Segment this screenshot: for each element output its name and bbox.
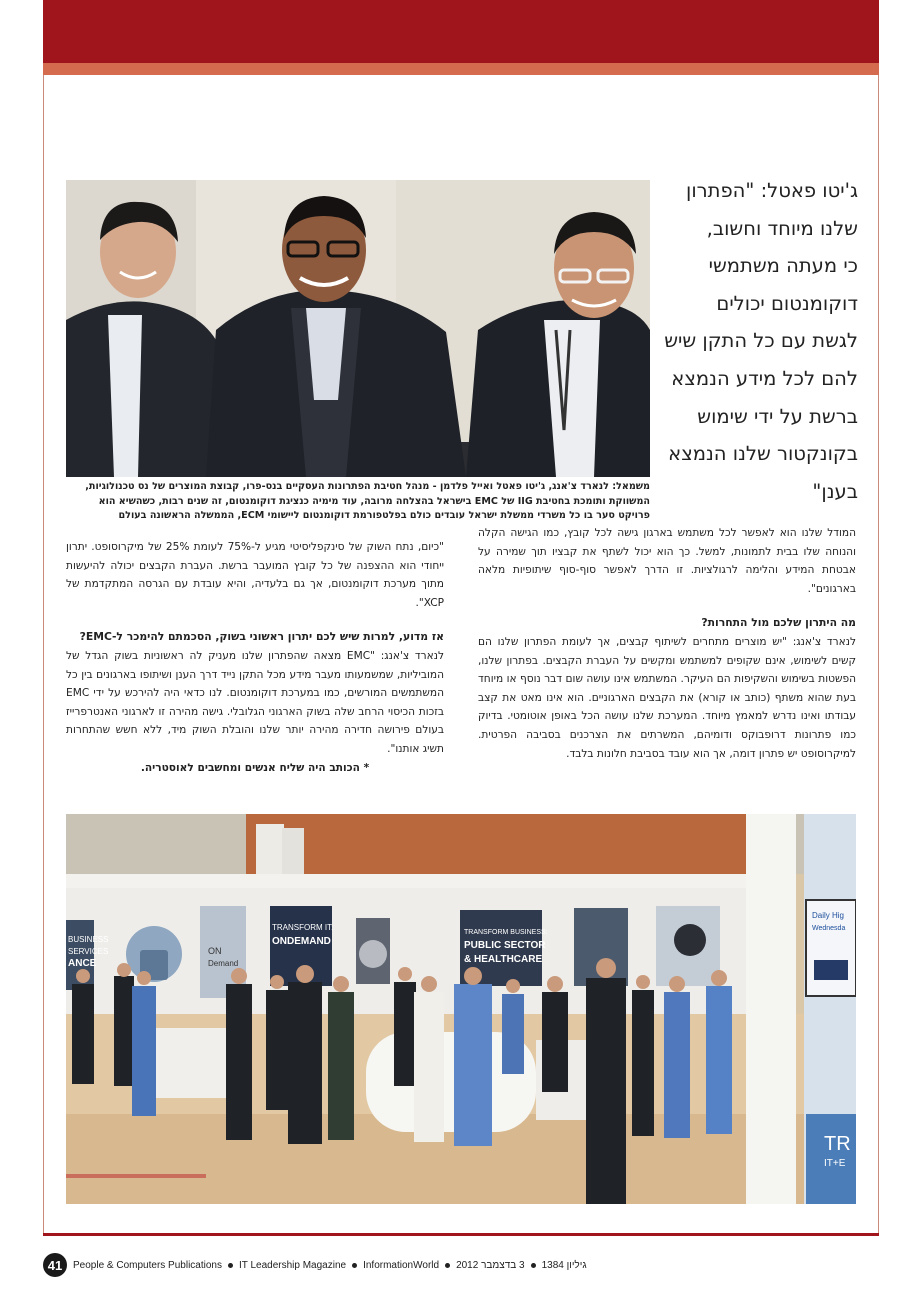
booth-sign-business: BUSINESS [68, 935, 109, 944]
banner-it-e: IT+E [824, 1158, 846, 1169]
pull-quote: ג'יטו פאטל: "הפתרון שלנו מיוחד וחשוב, כי מעתה משתמשי דוקומנטום יכולים לגשת עם כל התקן שיש להם לכל מידע הנמצא ברשת על ידי שימוש בקונקטור שלנו הנמצא בענן" [664, 179, 858, 503]
footer-publisher: People & Computers Publications [73, 1259, 222, 1271]
footer-date: 3 בדצמבר 2012 [456, 1259, 525, 1271]
frame-right-border [878, 75, 879, 1235]
screen-wednesday: Wednesda [812, 925, 846, 932]
header-accent-strip [43, 63, 879, 75]
booth-sign-services: SERVICES [68, 947, 109, 956]
bullet-icon [531, 1263, 536, 1268]
executives-photo [66, 180, 650, 477]
booth-sign-healthcare: & HEALTHCARE [464, 954, 543, 965]
right-column-intro: המודל שלנו הוא לאפשר לכל משתמש בארגון גישה לכל קובץ, כמו הגישה הקלה והנוחה שלו בבית לתמונות, למשל. כך הוא יכול לשתף את קבציו תוך שמירה על אבטחת המידע והלימה לרגולציות. זו הדרך לאפשר סוף-סוף שיתופיות מלאה בארגונים". [478, 527, 856, 595]
booth-sign-transform-business: TRANSFORM BUSINESS: [464, 929, 548, 936]
footer-magazine: IT Leadership Magazine [238, 1259, 347, 1271]
left-column-intro: "כיום, נתח השוק של סינקפליסיטי מגיע ל-75% לעומת 25% של מיקרוסופט. יתרון ייחודי הוא ההצפנה של כל קובץ המועבר ברשת. העברת הקבצים יכולה להיעשות מתוך מערכת דוקומנטום, אך גם בלעדיה, והיא עובדת עם הגרסה המתקדמת של XCP". [66, 541, 444, 609]
bullet-icon [352, 1263, 357, 1268]
booth-sign-ance: ANCE [68, 958, 97, 969]
booth-sign-public-sector: PUBLIC SECTOR [464, 940, 546, 951]
booth-sign-demand: Demand [208, 959, 239, 968]
booth-sign-ondemand: ONDEMAND [272, 936, 331, 947]
screen-daily-highlights: Daily Hig [812, 911, 845, 920]
footer-publication: InformationWorld [363, 1259, 440, 1271]
left-column-heading: אז מדוע, למרות שיש לכם יתרון ראשוני בשוק, הסכמתם להימכר ל-EMC? [79, 630, 444, 644]
right-column-body: לנארד צ'אנג: "יש מוצרים מתחרים לשיתוף קבצים, אך לעומת הפתרון שלנו הם קשים לשימוש, אינם שקופים למשתמש ומקשים על העברת הקבצים. בפתרון שלנו, הפשטות בשימוש והשקיפות הם העיקר. המשתמש אינו עושה שום דבר נוסף או מיוחד בעת שהוא משתף (כותב או קורא) את הקבצים הארגוניים. הוא אינו מאט את קצב עבודתו ואינו נדרש למאמץ מיוחד. המערכת שלנו עושה הכל באופן אוטומטי. בדיוק כמו פתרונות דרופבוקס ודומיהם, המשרתים את הצרכנים בסביבה הפרטית. למיקרוסופט יש פתרון דומה, אך הוא עובד בסביבת חלונות בלבד. [478, 635, 856, 760]
banner-tr: TR [824, 1133, 851, 1155]
left-column-body: לנארד צ'אנג: "EMC מצאה שהפתרון שלנו מעניק לה ראשוניות בשוק הגדל של המוביליות, שמשמעותו מעבר מידע מכל התקן נייד דרך הענן ושיתופו בארגונים בין כל המשתמשים המורשים, כמו במערכת דוקומנטום. לנו כדאי היה להירכש על ידי EMC בזכות הכיסוי הרחב שלה בשוק הארגוני הגלובלי. גישה מהירה זו לארגוני האנטרפרייז בעולם פירושה חדירה מהירה יותר שלנו והובלת השוק מיד, ללא חשש שהתחרות תשיג אותנו". [66, 649, 444, 755]
frame-bottom-border [43, 1233, 879, 1236]
article-column-right [478, 524, 856, 763]
footer-issue: גיליון 1384 [541, 1259, 587, 1271]
booth-sign-on: ON [208, 946, 222, 956]
header-band [43, 0, 879, 63]
article-column-left [66, 538, 444, 777]
bullet-icon [228, 1263, 233, 1268]
right-column-heading: מה היתרון שלכם מול התחרות? [701, 616, 856, 630]
author-note: * הכותב היה שליח אנשים ומחשבים לאוסטריה. [140, 761, 370, 774]
bullet-icon [445, 1263, 450, 1268]
frame-left-border [43, 75, 44, 1235]
photo-caption: משמאל: לנארד צ'אנג, ג'יטו פאטל ואייל פלדמן - מנהל חטיבת הפתרונות העסקיים בנס-פרו, קבוצת המוצרים של נס טכנולוגיות, המשווקת ותומכת בחטיבת IIG של EMC בישראל בהצלחה מרובה, עוד מימיה כנציגת דוקומנטום, זה שנים רבות, כשהשיא הוא פרויקט סער בו כל משרדי ממשלת ישראל עובדים כולם בפלטפורמת דוקומנטום ליישומי ECM, הממשלה הראשונה בעולם [85, 481, 650, 521]
exhibition-booth-photo [66, 814, 856, 1204]
booth-sign-transform-it: TRANSFORM IT: [272, 923, 334, 932]
page-number: 41 [43, 1253, 67, 1277]
page-footer [43, 1253, 643, 1277]
